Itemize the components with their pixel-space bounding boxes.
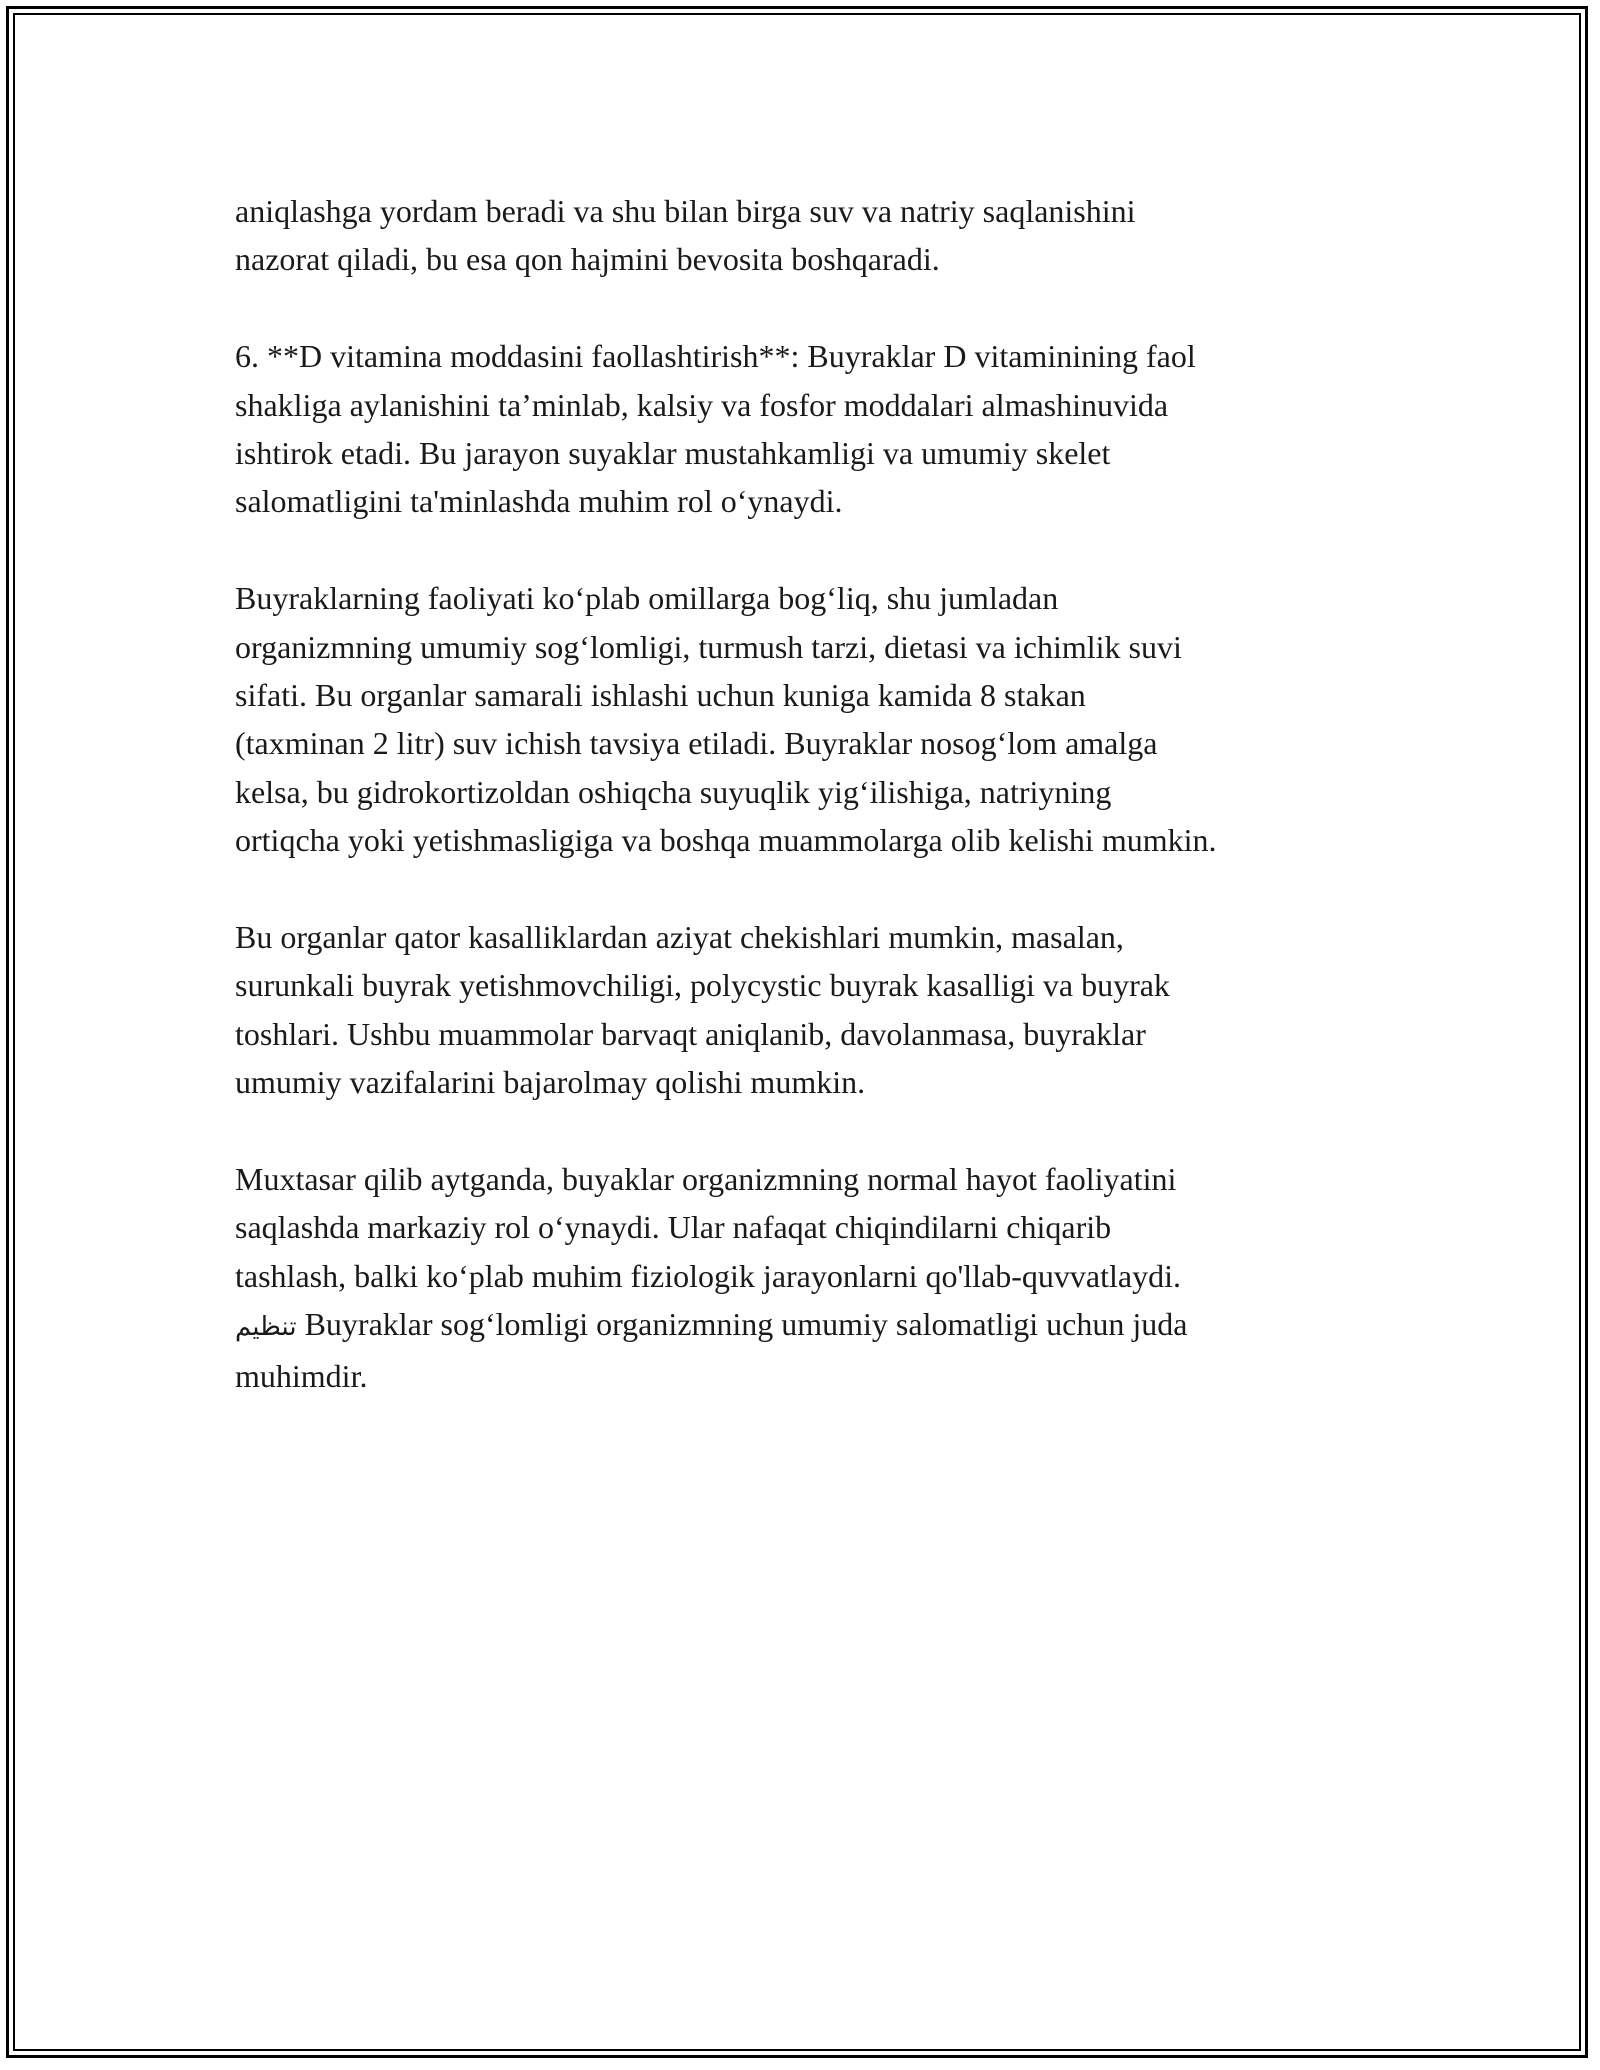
paragraph-3: Buyraklarning faoliyati ko‘plab omillarga bog‘liq, shu jumladan organizmning umumiy sog‘lomligi, turmush tarzi, dietasi va ichimlik suvi sifati. Bu organlar samarali ishlashi uchun kuniga kamida 8 stakan (taxminan 2 litr) suv ichish tavsiya etiladi. Buyraklar nosog‘lom amalga kelsa, bu gidrokortizoldan oshiqcha suyuqlik yig‘ilishiga, natriyning ortiqcha yoki yetishmasligiga va boshqa muammolarga olib kelishi mumkin. (235, 580, 1217, 859)
paragraph-2: 6. **D vitamina moddasini faollashtirish**: Buyraklar D vitaminining faol shakliga aylanishini ta’minlab, kalsiy va fosfor moddalari almashinuvida ishtirok etadi. Bu jarayon suyaklar mustahkamligi va umumiy skelet salomatligini ta'minlashda muhim rol o‘ynaydi. (235, 338, 1196, 520)
arabic-word: تنظيم (235, 1312, 297, 1343)
paragraph-1: aniqlashga yordam beradi va shu bilan birga suv va natriy saqlanishini nazorat qiladi, bu esa qon hajmini bevosita boshqaradi. (235, 193, 1136, 278)
paragraph-5-text-after: Buyraklar sog‘lomligi organizmning umumiy salomatligi uchun juda muhimdir. (235, 1306, 1188, 1394)
paragraph-4: Bu organlar qator kasalliklardan aziyat chekishlari mumkin, masalan, surunkali buyrak yetishmovchiligi, polycystic buyrak kasalligi va buyrak toshlari. Ushbu muammolar barvaqt aniqlanib, davolanmasa, buyraklar umumiy vazifalarini bajarolmay qolishi mumkin. (235, 919, 1170, 1101)
document-body (235, 187, 1415, 1400)
paragraph-5-text: Muxtasar qilib aytganda, buyaklar organizmning normal hayot faoliyatini saqlashda markaziy rol o‘ynaydi. Ular nafaqat chiqindilarni chiqarib tashlash, balki ko‘plab muhim fiziologik jarayonlarni qo'llab-quvvatlaydi. (235, 1161, 1181, 1294)
paragraph-5 (235, 1155, 1415, 1400)
